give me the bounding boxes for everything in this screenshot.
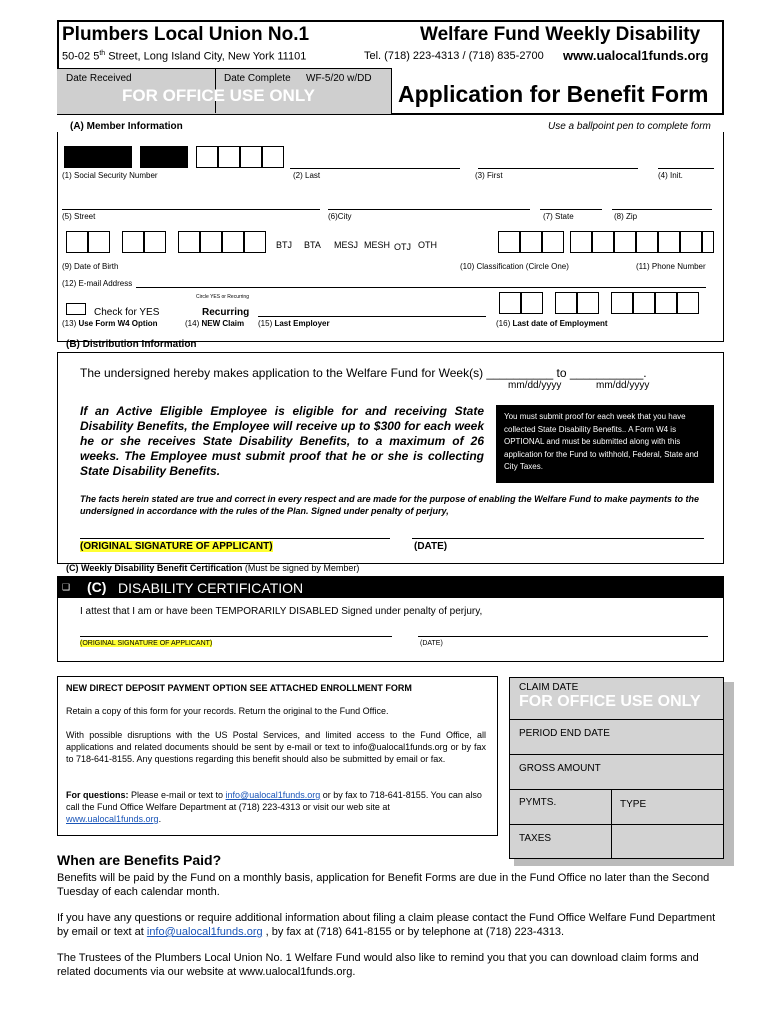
w4-checkbox[interactable] [66,303,86,315]
zip-field[interactable] [612,209,712,210]
office-col-divider [611,789,612,859]
last-date-label: (16) Last date of Employment [496,319,608,328]
org-name: Plumbers Local Union No.1 [62,24,310,45]
ssn-digit-box[interactable] [240,146,262,168]
new-claim-label: (14) NEW Claim [185,319,245,328]
questions-email-link[interactable]: info@ualocal1funds.org [225,790,321,800]
section-b-title: (B) Distribution Information [66,339,197,350]
benefits-paragraph-3: The Trustees of the Plumbers Local Union No. 1 Welfare Fund would also like to remind you that you can download claim forms and related documents via our website at www.ualocal1funds.org. [57,952,699,978]
class-btj[interactable]: BTJ [276,240,293,250]
benefits-paragraph-1: Benefits will be paid by the Fund on a monthly basis, application for Benefit Forms are due in the Fund Office no later than the Second Tuesday of each calendar month. [57,872,710,898]
attest-text: I attest that I am or have been TEMPORARILY DISABLED Signed under penalty of perjury, [80,606,483,617]
phone-digit-box[interactable] [702,231,714,253]
direct-deposit-heading: NEW DIRECT DEPOSIT PAYMENT OPTION SEE ATTACHED ENROLLMENT FORM [66,683,412,693]
init-label: (4) Init. [658,171,683,180]
bullet-checkbox-icon[interactable]: ❑ [62,582,71,592]
dob-digit-box[interactable] [200,231,222,253]
eligibility-text: If an Active Eligible Employee is eligible for and receiving State Disability Benefits, the Employee will receive up to $300 for each week he or she receives State Disability Benefits, to a maximum of 26 weeks. The Employee must submit proof that he or she is collecting State Disability Benefits. [80,404,484,478]
benefits-email-link[interactable]: info@ualocal1funds.org [146,926,263,938]
address: 50-02 5th Street, Long Island City, New York 11101 [62,50,307,63]
cert-date-label: (DATE) [420,640,443,647]
check-yes-label: Check for YES [94,307,160,318]
dob-digit-box[interactable] [244,231,266,253]
weeks-sentence: The undersigned hereby makes application to the Welfare Fund for Week(s) __________ to ___________. [80,366,647,380]
questions-note: For questions: Please e-mail or text to info@ualocal1funds.org or by fax to 718-641-8155. You can also call the Fund Office Welfare Department at (718) 223-4313 or visit our web site at www.ualocal1funds.org. [66,790,482,824]
phone-digit-box[interactable] [636,231,658,253]
phone-digit-box[interactable] [520,231,542,253]
wf-code: WF-5/20 w/DD [306,73,372,84]
state-field[interactable] [540,209,602,210]
phone-digit-box[interactable] [614,231,636,253]
office-row-divider [509,754,724,755]
disruptions-note: With possible disruptions with the US Postal Services, and limited access to the Fund Office, all applications and related documents should be sent by e-mail or text to info@ualocal1funds.org or by fax to 718-641-8155. Any questions regarding this benefit should also be submitted by email or fax. [66,730,486,764]
ssn-digit-box[interactable] [196,146,218,168]
cert-signature-label: (ORIGINAL SIGNATURE OF APPLICANT) [80,640,213,647]
facts-text: The facts herein stated are true and correct in every respect and are made for the purpose of enabling the Welfare Fund to make payments to the undersigned in accordance with the rules of the Plan. Signed under penalty of perjury, [80,494,699,516]
circle-note: Circle YES or Recurring [196,294,249,300]
class-mesj[interactable]: MESJ [334,240,359,250]
office-row-divider [509,789,724,790]
class-label: (10) Classification (Circle One) [460,262,569,271]
phone-digit-box[interactable] [542,231,564,253]
ssn-redacted-1 [64,146,132,168]
last-name-field[interactable] [290,168,460,169]
type-label: TYPE [620,799,647,810]
applicant-signature-line[interactable] [80,538,390,539]
ssn-digit-box[interactable] [218,146,240,168]
first-name-field[interactable] [478,168,638,169]
dob-label: (9) Date of Birth [62,262,119,271]
street-label: (5) Street [62,212,96,221]
pymts-label: PYMTS. [519,797,557,808]
last-date-digit-box[interactable] [677,292,699,314]
last-date-digit-box[interactable] [577,292,599,314]
zip-label: (8) Zip [614,212,638,221]
dob-digit-box[interactable] [66,231,88,253]
phone-digit-box[interactable] [498,231,520,253]
last-date-digit-box[interactable] [555,292,577,314]
office-use-right [391,68,392,113]
last-employer-field[interactable] [258,316,486,317]
cert-date-line[interactable] [418,636,708,637]
gross-amount-label: GROSS AMOUNT [519,763,601,774]
ssn-label: (1) Social Security Number [62,171,158,180]
w4-option-label: (13) Use Form W4 Option [62,319,158,328]
section-a-title: (A) Member Information [70,121,183,132]
form-title: Application for Benefit Form [398,81,709,107]
phone-digit-box[interactable] [570,231,592,253]
city-label: (6)City [328,212,352,221]
dob-digit-box[interactable] [122,231,144,253]
last-employer-label: (15) Last Employer [258,319,330,328]
class-bta[interactable]: BTA [304,240,321,250]
dob-digit-box[interactable] [222,231,244,253]
telephone: Tel. (718) 223-4313 / (718) 835-2700 [364,50,544,62]
ssn-redacted-2 [140,146,188,168]
form-name: Welfare Fund Weekly Disability [420,24,701,45]
questions-website-link[interactable]: www.ualocal1funds.org [66,814,159,824]
recurring-option[interactable]: Recurring [202,307,250,318]
last-date-digit-box[interactable] [521,292,543,314]
class-otj[interactable]: OTJ [394,242,411,252]
last-date-digit-box[interactable] [499,292,521,314]
benefits-heading: When are Benefits Paid? [57,852,222,868]
date-label: (DATE) [414,541,448,552]
first-label: (3) First [475,171,503,180]
initial-field[interactable] [658,168,714,169]
cert-signature-line[interactable] [80,636,392,637]
class-mesh[interactable]: MESH [364,240,391,250]
date-received-label: Date Received [66,73,132,84]
city-field[interactable] [328,209,530,210]
proof-note-box: You must submit proof for each week that you have collected State Disability Benefits.. A Form W4 is OPTIONAL and must be submitted along with this application for the Fund to withhold, Federal, State and City Taxes. [496,405,714,483]
class-oth[interactable]: OTH [418,240,437,250]
phone-digit-box[interactable] [680,231,702,253]
disability-cert-title: DISABILITY CERTIFICATION [118,580,304,596]
phone-digit-box[interactable] [658,231,680,253]
last-label: (2) Last [293,171,321,180]
period-end-label: PERIOD END DATE [519,728,610,739]
pen-note: Use a ballpoint pen to complete form [548,121,711,132]
dob-digit-box[interactable] [178,231,200,253]
street-field[interactable] [62,209,320,210]
email-label: (12) E-mail Address [62,279,133,288]
ssn-digit-box[interactable] [262,146,284,168]
date-line[interactable] [412,538,704,539]
phone-label: (11) Phone Number [636,262,706,271]
benefits-paragraph-2: If you have any questions or require additional information about filing a claim please contact the Fund Office Welfare Fund Department by email or text at info@ualocal1funds.org , by fax at (718) 641-8155 or by telephone at (718) 223-4313. [57,912,716,938]
email-field[interactable] [136,287,706,288]
office-use-label: FOR OFFICE USE ONLY [519,693,701,710]
phone-digit-box[interactable] [592,231,614,253]
last-date-digit-box[interactable] [655,292,677,314]
last-date-digit-box[interactable] [611,292,633,314]
date-complete-label: Date Complete [224,73,291,84]
signature-label: (ORIGINAL SIGNATURE OF APPLICANT) [80,541,273,552]
office-use-text: FOR OFFICE USE ONLY [122,86,316,105]
dob-digit-box[interactable] [88,231,110,253]
state-label: (7) State [543,212,574,221]
office-row-divider [509,719,724,720]
office-row-divider [509,824,724,825]
dob-digit-box[interactable] [144,231,166,253]
last-date-digit-box[interactable] [633,292,655,314]
claim-date-label: CLAIM DATE [519,682,579,693]
mmdd-to: mm/dd/yyyy [596,380,650,391]
retain-note: Retain a copy of this form for your records. Return the original to the Fund Office. [66,706,389,716]
disability-cert-code: (C) [87,579,107,595]
header-website: www.ualocal1funds.org [563,48,709,63]
weekly-cert-title: (C) Weekly Disability Benefit Certification (Must be signed by Member) [66,563,360,573]
taxes-label: TAXES [519,833,552,844]
mmdd-from: mm/dd/yyyy [508,380,562,391]
